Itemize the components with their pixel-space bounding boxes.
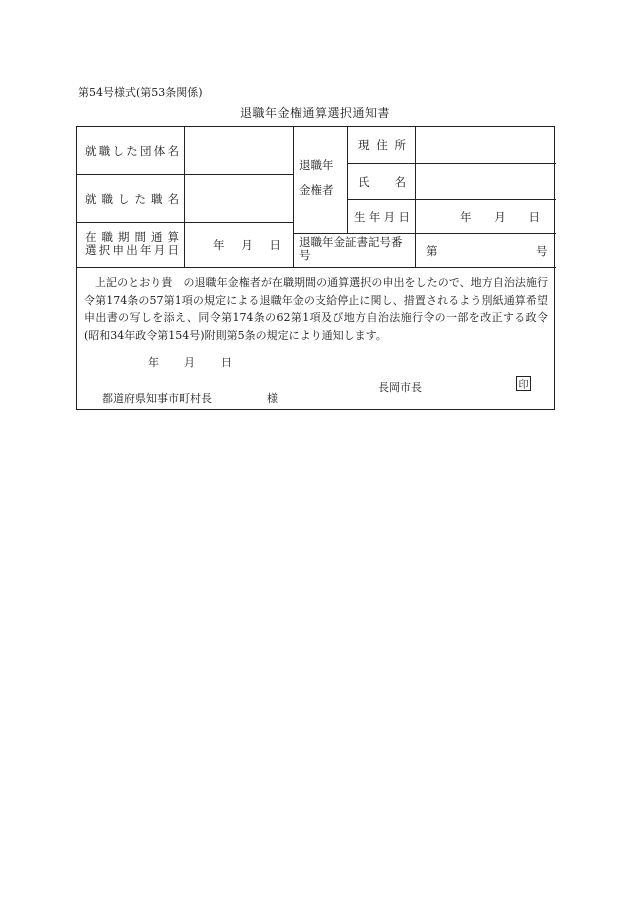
label-char: 団 bbox=[140, 143, 152, 158]
label-char: 名 bbox=[394, 174, 406, 189]
label-char: 月 bbox=[383, 209, 396, 224]
label-char: 日 bbox=[167, 243, 179, 257]
label-char: 選 bbox=[85, 243, 97, 257]
label-char: 現 bbox=[358, 138, 370, 152]
birth-date[interactable] bbox=[460, 200, 540, 233]
certificate-label-line2: 号 bbox=[299, 247, 311, 262]
org-name-value[interactable] bbox=[185, 127, 293, 174]
sender-name: 長岡市長 bbox=[378, 381, 422, 394]
label-char: 間 bbox=[134, 230, 146, 244]
label-char: し bbox=[112, 143, 124, 158]
label-char: 年 bbox=[460, 209, 472, 224]
label-char: た bbox=[134, 191, 146, 206]
period-label bbox=[85, 231, 179, 257]
address-label bbox=[358, 127, 406, 163]
addressee-honorific: 様 bbox=[267, 392, 278, 405]
certificate-suffix: 号 bbox=[536, 243, 548, 258]
notice-date-year: 年 bbox=[148, 356, 159, 369]
form-label: 第54号様式(第53条関係) bbox=[78, 86, 203, 99]
pensioner-label bbox=[299, 153, 334, 203]
address-value[interactable] bbox=[416, 127, 556, 163]
certificate-label bbox=[299, 236, 403, 261]
label-char: 年 bbox=[213, 238, 225, 252]
label-char: 所 bbox=[394, 138, 406, 152]
label-char: 期 bbox=[118, 230, 130, 244]
label-char: 日 bbox=[528, 209, 540, 224]
certificate-label-line1: 退職年金証書記号番 bbox=[299, 235, 403, 249]
pensioner-label-line2: 金権者 bbox=[299, 183, 334, 197]
label-char: 択 bbox=[98, 243, 111, 257]
certificate-prefix: 第 bbox=[426, 243, 438, 258]
document-title: 退職年金権通算選択通知書 bbox=[239, 106, 390, 120]
label-char: 年 bbox=[368, 209, 381, 224]
label-char: 生 bbox=[354, 209, 366, 224]
label-char: 通 bbox=[151, 230, 163, 244]
certificate-value[interactable] bbox=[442, 234, 532, 267]
label-char: 月 bbox=[494, 209, 506, 224]
period-label-line2 bbox=[85, 244, 179, 257]
job-title-label bbox=[85, 175, 179, 222]
birth-label bbox=[354, 200, 410, 233]
label-char: 職 bbox=[98, 143, 111, 158]
label-char: た bbox=[126, 143, 138, 158]
label-char: 在 bbox=[85, 230, 97, 244]
name-value[interactable] bbox=[416, 164, 556, 199]
notice-body: 上記のとおり貴 の退職年金権者が在職期間の通算選択の申出をしたので、地方自治法施行令第174条の57第1項の規定による退職年金の支給停止に関し、措置されるよう別紙通算希望申出書の写しを添え、同令第174条の62第1項及び地方自治法施行令の一部を改正する政令(昭和34年政令第154号)附則第5条の規定により通知します。 bbox=[84, 276, 548, 342]
pensioner-label-line1: 退職年 bbox=[299, 158, 334, 172]
label-char: 出 bbox=[126, 243, 138, 257]
grid-line bbox=[347, 127, 348, 233]
label-char: 住 bbox=[376, 138, 388, 152]
label-char: し bbox=[118, 191, 130, 206]
name-label bbox=[358, 164, 406, 199]
label-char: 職 bbox=[101, 230, 113, 244]
label-char: 名 bbox=[167, 191, 179, 206]
label-char: 職 bbox=[151, 191, 163, 206]
seal-mark: 印 bbox=[516, 376, 531, 391]
period-date[interactable] bbox=[213, 223, 281, 267]
label-char: 就 bbox=[85, 191, 97, 206]
label-char: 申 bbox=[112, 243, 124, 257]
label-char: 就 bbox=[85, 143, 97, 158]
label-char: 日 bbox=[398, 209, 410, 224]
addressee: 都道府県知事市町村長 bbox=[102, 392, 212, 405]
label-char: 月 bbox=[241, 238, 253, 252]
grid-line bbox=[77, 267, 556, 268]
label-char: 氏 bbox=[358, 174, 370, 189]
label-char: 月 bbox=[153, 243, 166, 257]
label-char: 体 bbox=[153, 143, 166, 158]
org-name-label bbox=[85, 127, 179, 174]
job-title-value[interactable] bbox=[185, 175, 293, 222]
label-char: 名 bbox=[167, 143, 179, 158]
grid-line bbox=[293, 127, 294, 267]
label-char: 職 bbox=[101, 191, 113, 206]
label-char: 算 bbox=[167, 230, 179, 244]
notice-date-day: 日 bbox=[221, 356, 232, 369]
label-char: 日 bbox=[269, 238, 281, 252]
label-char: 年 bbox=[140, 243, 152, 257]
notice-date-month: 月 bbox=[184, 356, 195, 369]
